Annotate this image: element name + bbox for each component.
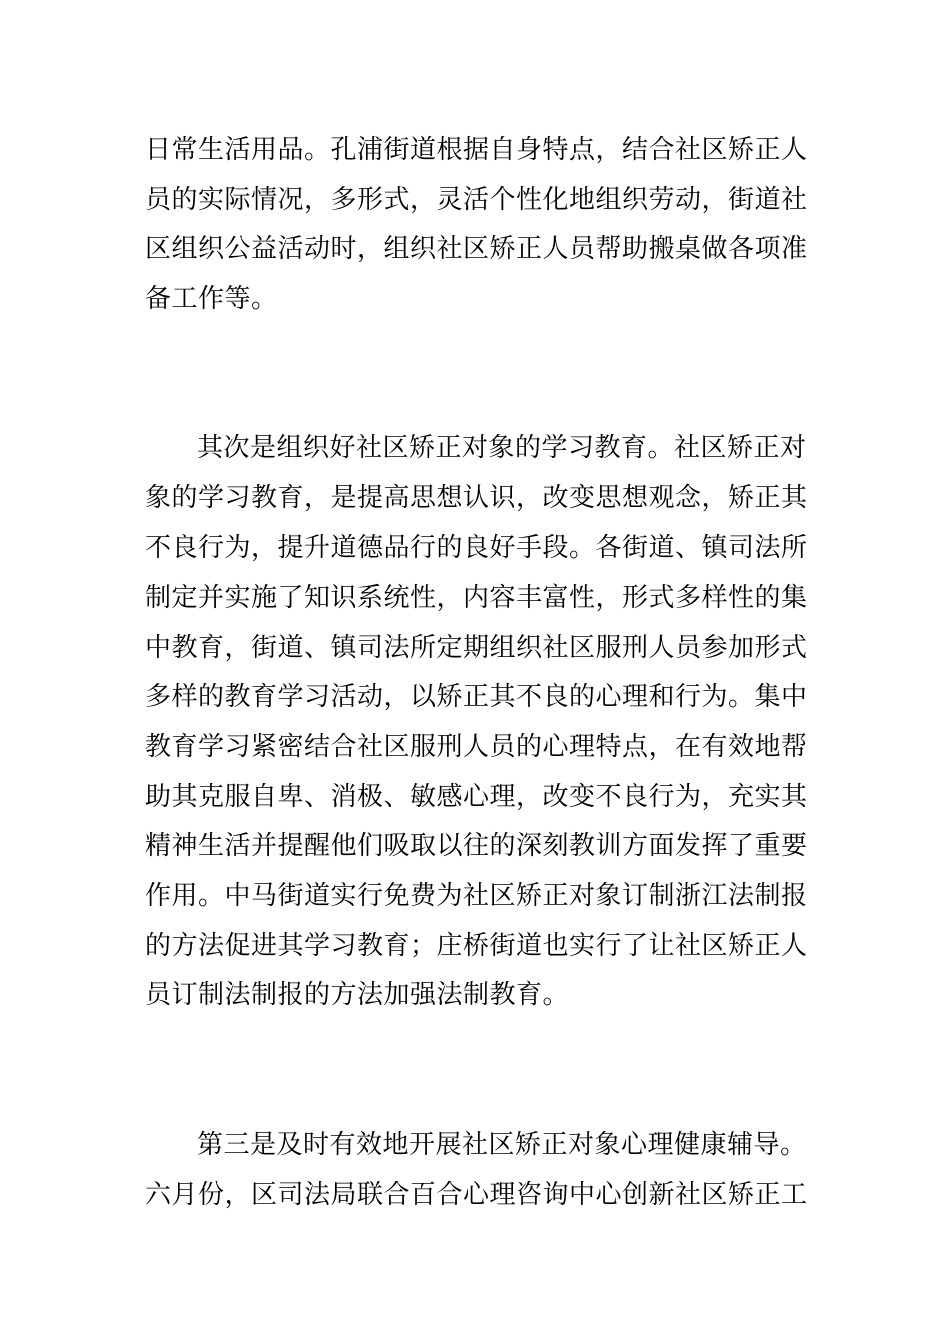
text-line: 中教育，街道、镇司法所定期组织社区服刑人员参加形式 — [145, 633, 808, 663]
text-line: 象的学习教育，是提高思想认识，改变思想观念，矫正其 — [145, 483, 808, 513]
text-line: 作用。中马街道实行免费为社区矫正对象订制浙江法制报 — [145, 881, 808, 911]
text-line: 区组织公益活动时，组织社区矫正人员帮助搬桌做各项准 — [145, 234, 808, 264]
text-line: 第三是及时有效地开展社区矫正对象心理健康辅导。 — [197, 1130, 807, 1160]
text-line: 六月份，区司法局联合百合心理咨询中心创新社区矫正工 — [145, 1180, 808, 1210]
text-line: 其次是组织好社区矫正对象的学习教育。社区矫正对 — [197, 433, 807, 463]
text-line: 的方法促进其学习教育；庄桥街道也实行了让社区矫正人 — [145, 931, 808, 961]
text-line: 日常生活用品。孔浦街道根据自身特点，结合社区矫正人 — [145, 135, 808, 165]
text-line: 多样的教育学习活动，以矫正其不良的心理和行为。集中 — [145, 682, 808, 712]
text-line: 制定并实施了知识系统性，内容丰富性，形式多样性的集 — [145, 583, 808, 613]
text-line: 助其克服自卑、消极、敏感心理，改变不良行为，充实其 — [145, 782, 808, 812]
text-line: 员的实际情况，多形式，灵活个性化地组织劳动，街道社 — [145, 185, 808, 215]
text-line: 精神生活并提醒他们吸取以往的深刻教训方面发挥了重要 — [145, 831, 808, 861]
text-line: 员订制法制报的方法加强法制教育。 — [145, 980, 570, 1010]
text-line: 教育学习紧密结合社区服刑人员的心理特点，在有效地帮 — [145, 732, 808, 762]
text-line: 不良行为，提升道德品行的良好手段。各街道、镇司法所 — [145, 533, 808, 563]
text-line: 备工作等。 — [145, 284, 278, 314]
